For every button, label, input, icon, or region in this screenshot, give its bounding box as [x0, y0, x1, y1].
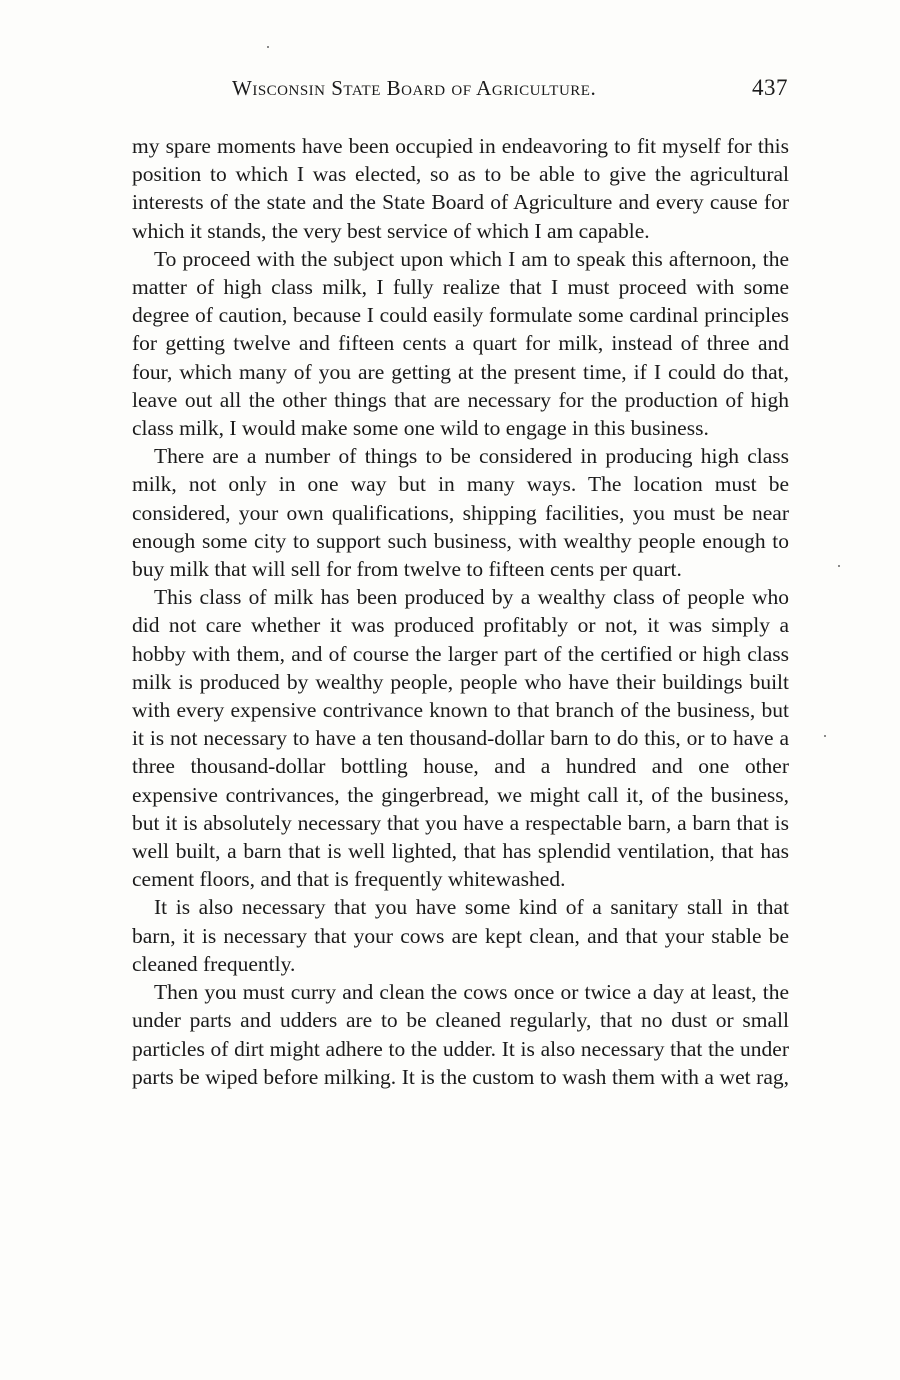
paragraph: It is also necessary that you have some kind of a sanitary stall in that barn, it is necessary that your cows are kept clean, and that your stable be cleaned frequently.	[132, 895, 789, 976]
print-speck	[838, 565, 840, 567]
running-header	[232, 76, 792, 110]
paragraph: Then you must curry and clean the cows once or twice a day at least, the under parts and udders are to be cleaned regularly, that no dust or small particles of dirt might adhere to the udder. It is also necessary that the under parts be wiped before milking. It is the custom to wash them with a wet rag,	[132, 980, 789, 1089]
print-speck	[824, 735, 826, 737]
paragraph-continuation: my spare moments have been occupied in endeavoring to fit myself for this position to which I was elected, so as to be able to give the agricultural interests of the state and the State Board of Agriculture and every cause for which it stands, the very best service of which I am capable.	[132, 134, 789, 243]
paragraph: There are a number of things to be considered in producing high class milk, not only in one way but in many ways. The location must be considered, your own qualifications, shipping facilities, you must be near enough some city to support such business, with wealthy people enough to buy milk that will sell for from twelve to fifteen cents per quart.	[132, 444, 789, 582]
print-speck	[267, 46, 269, 48]
running-title: Wisconsin State Board of Agriculture.	[232, 76, 597, 100]
paragraph: This class of milk has been produced by a wealthy class of people who did not care whether it was produced profitably or not, it was simply a hobby with them, and of course the larger part of the certified or high class milk is produced by wealthy people, people who have their buildings built with every expensive contrivance known to that branch of the business, but it is not necessary to have a ten thousand-dollar barn to do this, or to have a three thousand-dollar bottling house, and a hundred and one other expensive contrivances, the gingerbread, we might call it, of the business, but it is absolutely necessary that you have a respectable barn, a barn that is well built, a barn that is well lighted, that has splendid ventilation, that has cement floors, and that is frequently whitewashed.	[132, 585, 789, 892]
paragraph: To proceed with the subject upon which I am to speak this afternoon, the matter of high class milk, I fully realize that I must proceed with some degree of caution, because I could easily formulate some cardinal principles for getting twelve and fifteen cents a quart for milk, instead of three and four, which many of you are getting at the present time, if I could do that, leave out all the other things that are necessary for the production of high class milk, I would make some one wild to engage in this business.	[132, 246, 789, 441]
body-text	[132, 132, 789, 1091]
page-number: 437	[752, 75, 788, 100]
